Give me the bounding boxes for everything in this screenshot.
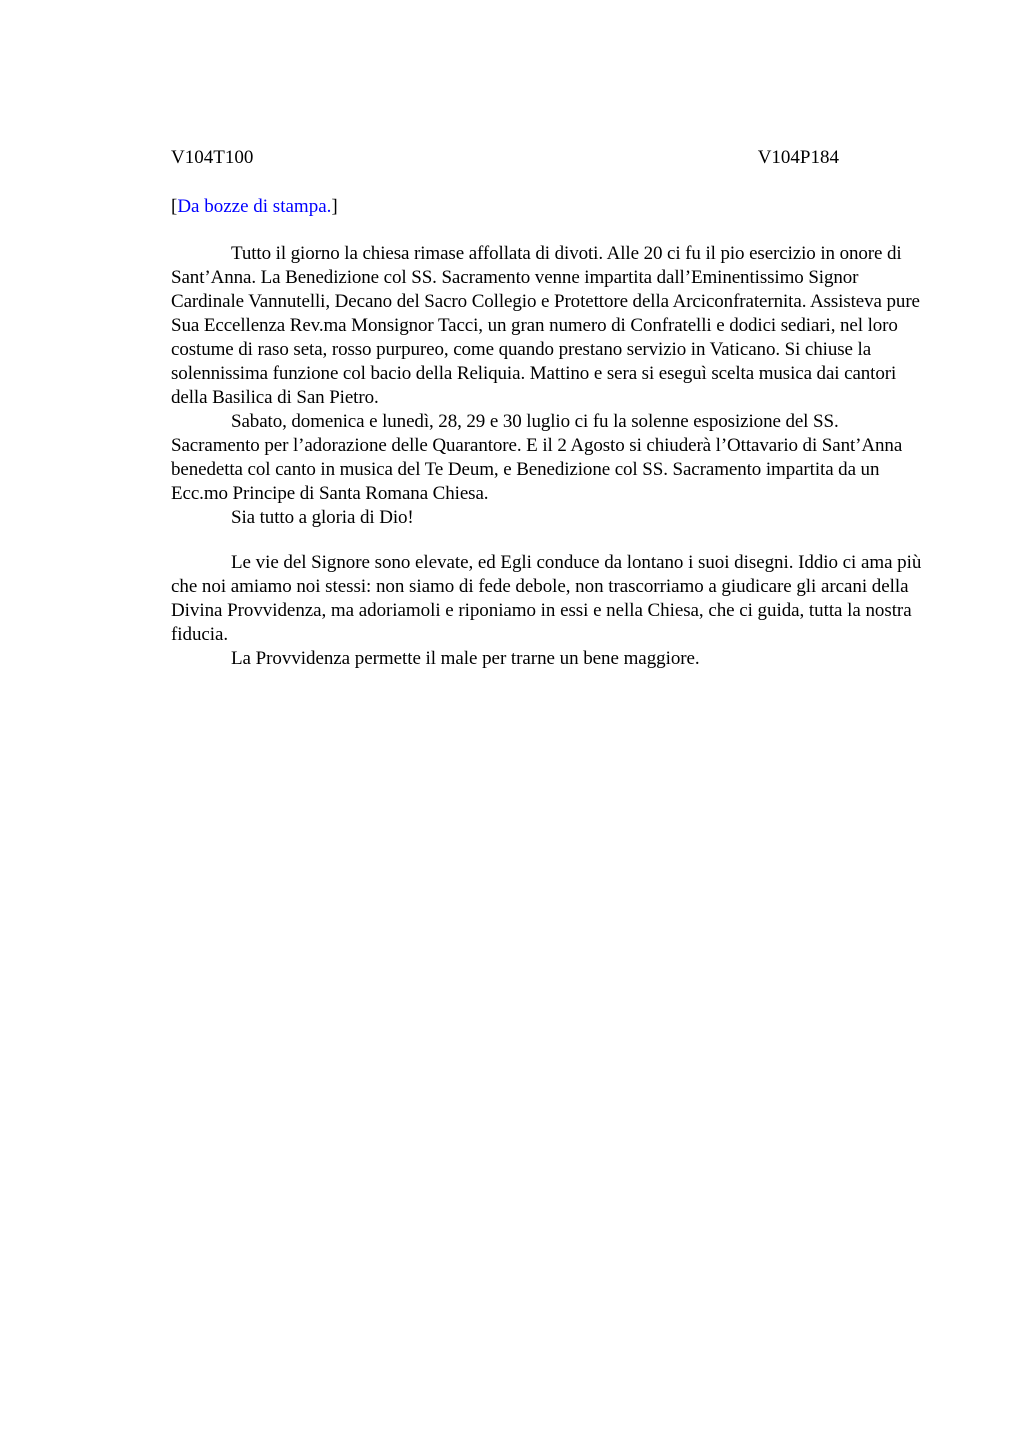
open-bracket: [ bbox=[171, 196, 178, 217]
paragraph: Sia tutto a gloria di Dio! bbox=[231, 507, 414, 528]
paragraph: Sabato, domenica e lunedì, 28, 29 e 30 luglio ci fu la solenne esposizione del SS. Sacramento per l’adorazione delle Quarantore. E il 2 Agosto si chiuderà l’Ottavario di Sant’Anna benedetta col canto in musica del Te Deum, e Benedizione col SS. Sacramento impartita da un Ecc.mo Principe di Santa Romana Chiesa. bbox=[171, 411, 903, 504]
close-bracket: ] bbox=[331, 196, 338, 217]
volume-text-code: V104T100 bbox=[171, 147, 254, 168]
paragraph: Le vie del Signore sono elevate, ed Egli conduce da lontano i suoi disegni. Iddio ci ama più che noi amiamo noi stessi: non siamo di fede debole, non trascorriamo a giudicare gli arcani della Divina Provvidenza, ma adoriamoli e riponiamo in essi e nella Chiesa, che ci guida, tutta la nostra fiducia. bbox=[171, 552, 922, 645]
text-section-1 bbox=[171, 242, 923, 530]
source-link[interactable]: Da bozze di stampa. bbox=[177, 196, 332, 217]
text-section-2 bbox=[171, 551, 923, 671]
volume-page-code: V104P184 bbox=[757, 147, 839, 168]
source-note bbox=[171, 195, 338, 219]
paragraph: Tutto il giorno la chiesa rimase affollata di divoti. Alle 20 ci fu il pio esercizio in onore di Sant’Anna. La Benedizione col SS. Sacramento venne impartita dall’Eminentissimo Signor Cardinale Vannutelli, Decano del Sacro Collegio e Protettore della Arciconfraternita. Assisteva pure Sua Eccellenza Rev.ma Monsignor Tacci, un gran numero di Confratelli e dodici sediari, nel loro costume di raso seta, rosso purpureo, come quando prestano servizio in Vaticano. Si chiuse la solennissima funzione col bacio della Reliquia. Mattino e sera si eseguì scelta musica dai cantori della Basilica di San Pietro. bbox=[171, 243, 920, 408]
paragraph: La Provvidenza permette il male per trarne un bene maggiore. bbox=[231, 648, 700, 669]
page-header bbox=[171, 146, 839, 170]
